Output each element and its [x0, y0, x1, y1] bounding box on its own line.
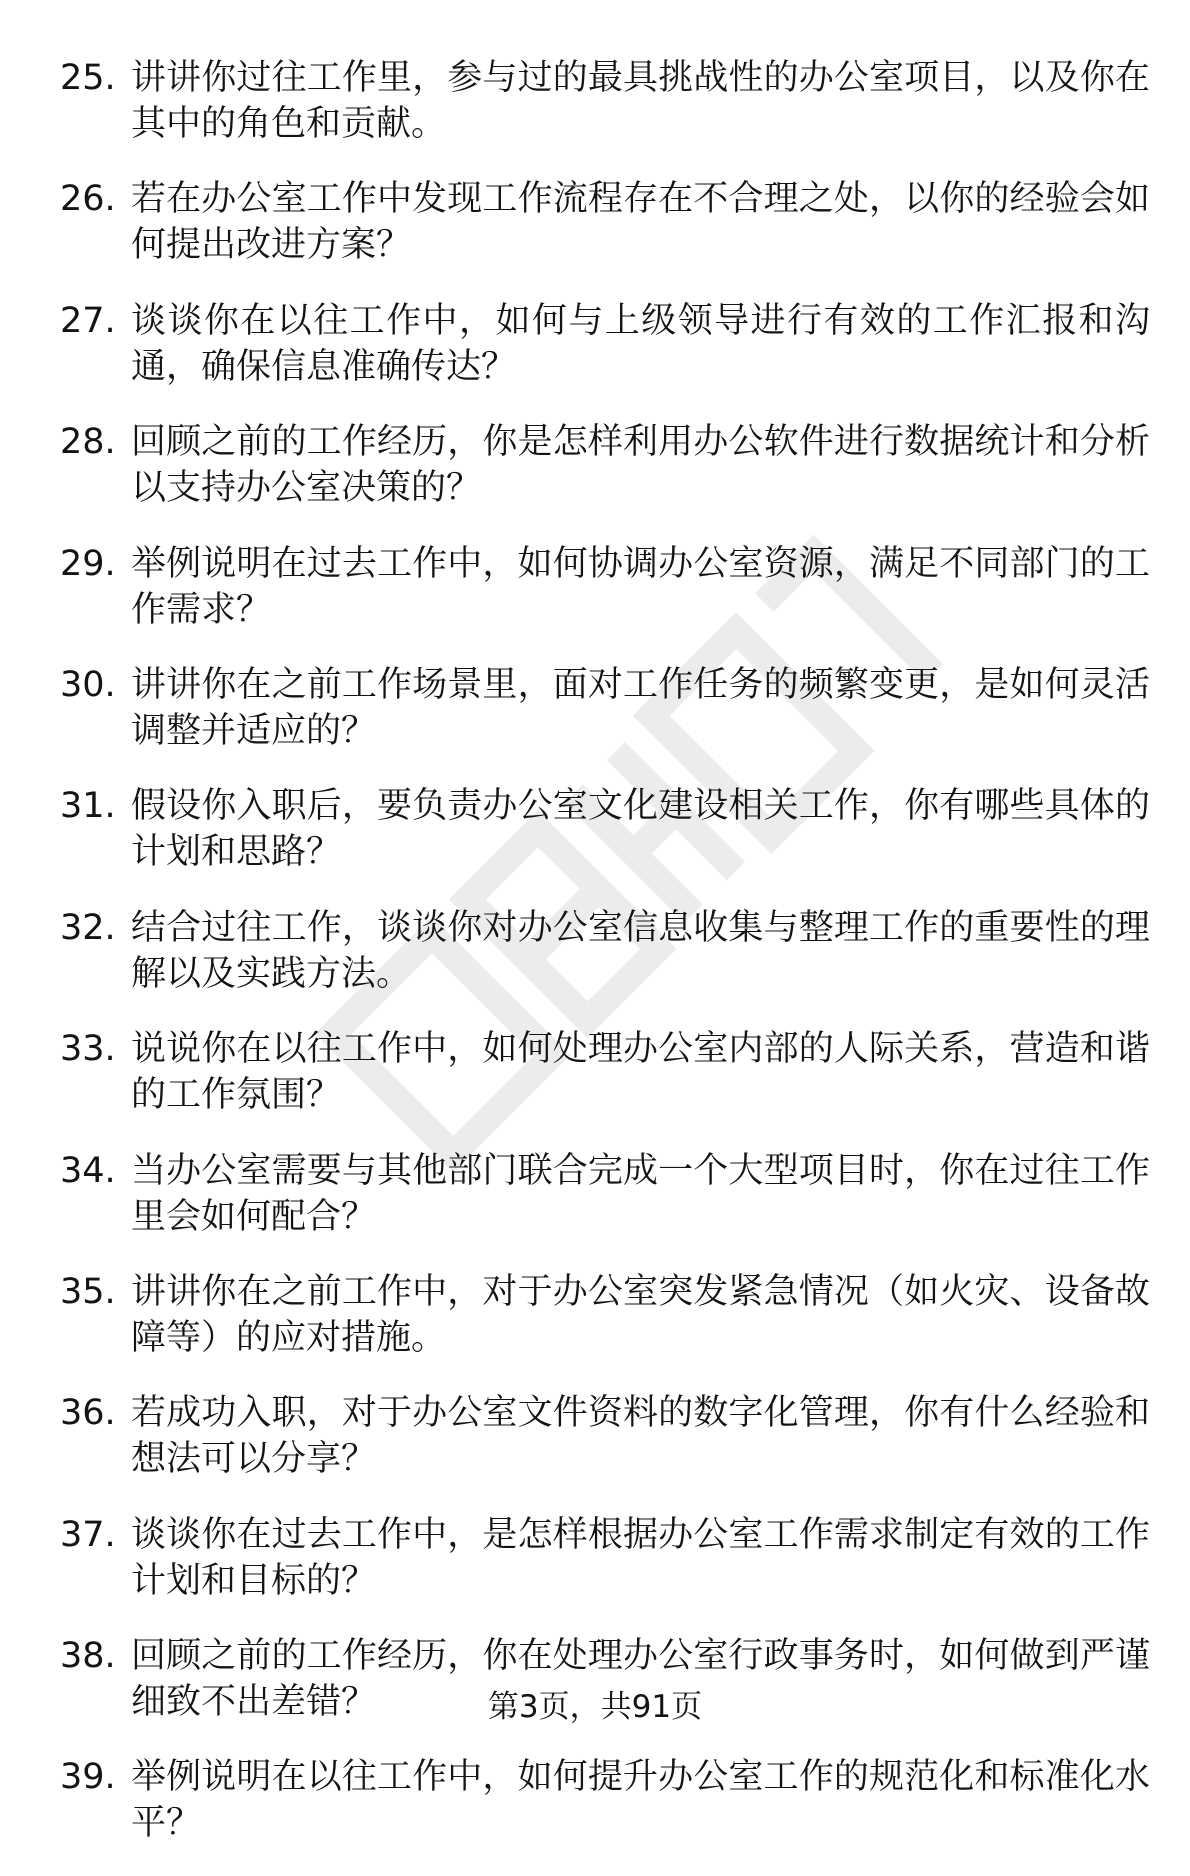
question-item [60, 662, 1150, 754]
question-text: 回顾之前的工作经历，你是怎样利用办公软件进行数据统计和分析以支持办公室决策的？ [131, 422, 1150, 509]
question-item [60, 1148, 1150, 1240]
question-number: 39. [60, 1757, 116, 1798]
question-text: 讲讲你过往工作里，参与过的最具挑战性的办公室项目，以及你在其中的角色和贡献。 [131, 58, 1150, 144]
question-text: 举例说明在以往工作中，如何提升办公室工作的规范化和标准化水平？ [131, 1757, 1150, 1844]
question-text: 说说你在以往工作中，如何处理办公室内部的人际关系，营造和谐的工作氛围？ [131, 1029, 1150, 1116]
question-number: 34. [60, 1150, 116, 1191]
question-number: 26. [60, 179, 116, 220]
question-item [60, 541, 1150, 633]
question-text: 结合过往工作，谈谈你对办公室信息收集与整理工作的重要性的理解以及实践方法。 [131, 907, 1150, 994]
question-text: 假设你入职后，要负责办公室文化建设相关工作，你有哪些具体的计划和思路？ [131, 786, 1150, 873]
question-text: 回顾之前的工作经历，你在处理办公室行政事务时，如何做到严谨细致不出差错？ [131, 1636, 1150, 1723]
question-text: 谈谈你在过去工作中，是怎样根据办公室工作需求制定有效的工作计划和目标的？ [131, 1514, 1150, 1601]
question-number: 31. [60, 786, 116, 827]
question-text: 若成功入职，对于办公室文件资料的数字化管理，你有什么经验和想法可以分享？ [131, 1393, 1150, 1480]
question-text: 当办公室需要与其他部门联合完成一个大型项目时，你在过往工作里会如何配合？ [131, 1150, 1150, 1237]
question-item [60, 1512, 1150, 1604]
question-list [60, 55, 1150, 1876]
question-number: 30. [60, 664, 116, 705]
question-item [60, 55, 1150, 147]
question-number: 38. [60, 1636, 116, 1677]
question-number: 33. [60, 1029, 116, 1070]
question-text: 举例说明在过去工作中，如何协调办公室资源，满足不同部门的工作需求？ [131, 543, 1150, 630]
question-number: 27. [60, 300, 116, 341]
page-number: 第3页，共91页 [487, 1689, 703, 1725]
question-number: 25. [60, 58, 116, 98]
question-number: 35. [60, 1271, 116, 1312]
question-item [60, 298, 1150, 390]
question-item [60, 419, 1150, 511]
question-item [60, 905, 1150, 997]
question-item [60, 1269, 1150, 1361]
question-number: 28. [60, 422, 116, 463]
question-number: 29. [60, 543, 116, 584]
question-item [60, 1390, 1150, 1482]
question-number: 37. [60, 1514, 116, 1555]
question-number: 36. [60, 1393, 116, 1434]
question-item [60, 1026, 1150, 1118]
question-item [60, 176, 1150, 268]
question-text: 讲讲你在之前工作场景里，面对工作任务的频繁变更，是如何灵活调整并适应的？ [131, 664, 1150, 751]
question-number: 32. [60, 907, 116, 948]
question-text: 谈谈你在以往工作中，如何与上级领导进行有效的工作汇报和沟通，确保信息准确传达？ [131, 300, 1150, 387]
question-text: 若在办公室工作中发现工作流程存在不合理之处，以你的经验会如何提出改进方案？ [131, 179, 1150, 266]
question-text: 讲讲你在之前工作中，对于办公室突发紧急情况（如火灾、设备故障等）的应对措施。 [131, 1271, 1150, 1358]
question-item [60, 1754, 1150, 1846]
question-item [60, 783, 1150, 875]
